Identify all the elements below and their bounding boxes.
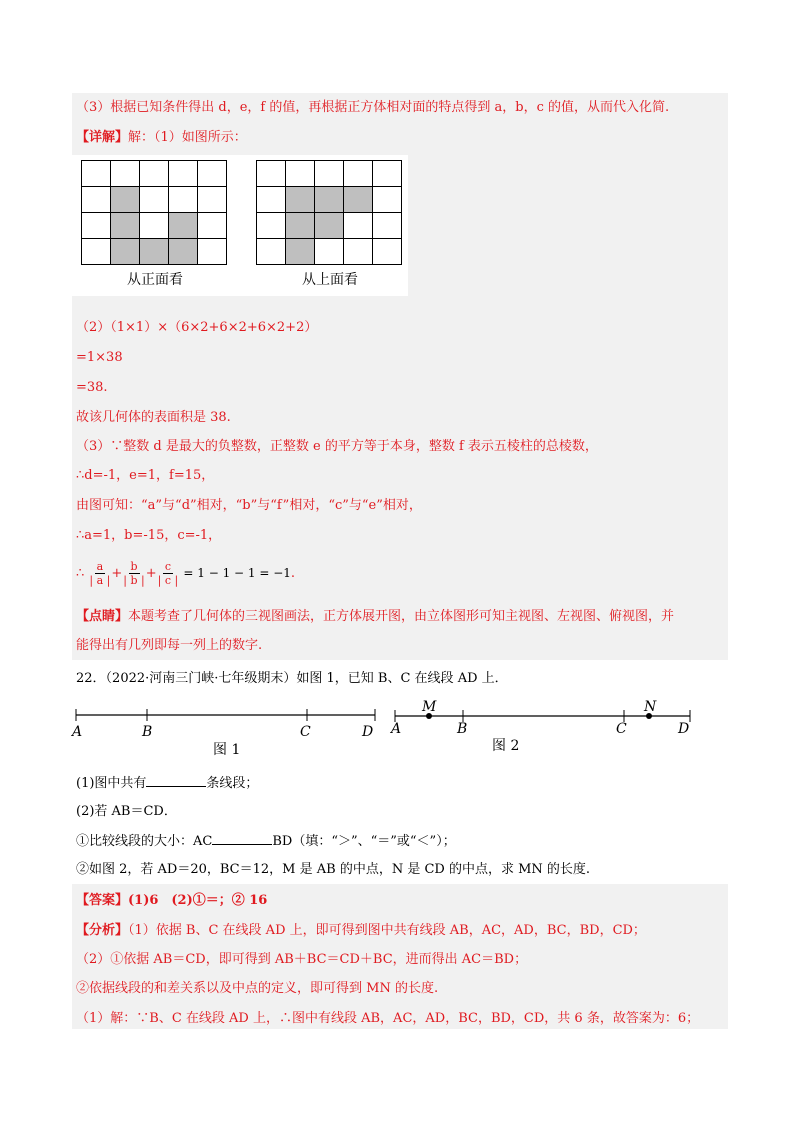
text-line: 由图可知：“a”与“d”相对，“b”与“f”相对，“c”与“e”相对，: [76, 498, 422, 513]
question-22-title: 22．（2022·河南三门峡·七年级期末）如图 1，已知 B、C 在线段 AD 上．: [76, 671, 508, 686]
label-b: B: [142, 724, 153, 740]
grid-cell: [257, 213, 286, 239]
text-line: ∴d=-1，e=1，f=15，: [76, 468, 215, 483]
grid-cell: [344, 239, 373, 265]
label-d: D: [678, 721, 690, 737]
grid-cell-filled: [140, 239, 169, 265]
analysis-line: [76, 922, 646, 940]
top-view-grid: [256, 160, 402, 265]
grid-cell: [82, 239, 111, 265]
text-line: 故该几何体的表面积是 38.: [76, 410, 231, 425]
grid-cell-filled: [111, 187, 140, 213]
grid-cell: [373, 239, 402, 265]
grid-row: [82, 187, 227, 213]
grid-cell: [169, 161, 198, 187]
label-a: A: [72, 724, 83, 740]
sub-question-2: (2)若 AB＝CD．: [76, 804, 177, 819]
grid-cell: [286, 161, 315, 187]
grid-cell: [373, 161, 402, 187]
grid-cell: [344, 161, 373, 187]
label-d: D: [362, 724, 374, 740]
grid-cell-filled: [111, 239, 140, 265]
label-a: A: [391, 721, 402, 737]
detail-line: [76, 129, 247, 147]
detail-text: 解：（1）如图所示：: [128, 130, 247, 145]
text-line: （1）解：∵B、C 在线段 AD 上，∴图中有线段 AB，AC，AD，BC，BD，CD，共 6 条，故答案为：6；: [76, 1011, 700, 1026]
sub-question-2-1: ①比较线段的大小：AC BD（填：“＞”、“＝”或“＜”）；: [76, 834, 456, 849]
grid-cell: [198, 239, 227, 265]
grid-cell: [344, 213, 373, 239]
fraction-a: $\frac{a}{| a |}$: [89, 560, 111, 587]
grid-cell: [315, 161, 344, 187]
text-line: ∴a=1，b=-15，c=-1，: [76, 528, 222, 543]
formula-end: .: [290, 566, 296, 581]
sub-question-1: (1)图中共有 条线段；: [76, 776, 259, 791]
grid-cell: [198, 161, 227, 187]
formula-result: = 1 − 1 − 1 = −1: [183, 566, 291, 580]
grid-row: [257, 187, 402, 213]
grid-cell-filled: [111, 213, 140, 239]
grid-row: [257, 161, 402, 187]
grid-cell-filled: [315, 187, 344, 213]
text-line: =38.: [76, 380, 108, 395]
text-line: （3）∵整数 d 是最大的负整数，正整数 e 的平方等于本身，整数 f 表示五棱柱的总棱数，: [76, 439, 598, 454]
label-c: C: [300, 724, 311, 740]
fraction-b: $\frac{b}{| b |}$: [123, 560, 145, 587]
grid-cell: [198, 187, 227, 213]
grid-cell-filled: [169, 213, 198, 239]
grid-cell-filled: [286, 187, 315, 213]
grid-cell: [111, 161, 140, 187]
grid-cell: [198, 213, 227, 239]
figure-1-caption: 图 1: [213, 742, 241, 758]
answer-blank: [146, 774, 206, 787]
text-line: （2）（1×1）×（6×2+6×2+6×2+2）: [76, 320, 318, 335]
grid-cell-filled: [286, 213, 315, 239]
grid-cell: [315, 239, 344, 265]
analysis-text: （1）依据 B、C 在线段 AD 上，即可得到图中共有线段 AB，AC，AD，BC，BD，CD；: [128, 923, 646, 938]
text-line: （3）根据已知条件得出 d，e，f 的值，再根据正方体相对面的特点得到 a，b，c 的值，从而代入化简.: [76, 100, 670, 115]
front-view-grid: [81, 160, 227, 265]
label-m: M: [422, 699, 437, 715]
remark-text: 本题考查了几何体的三视图画法，正方体展开图，由立体图形可知主视图、左视图、俯视图，并: [128, 609, 675, 624]
text-line: =1×38: [76, 350, 123, 365]
remark-line: [76, 608, 674, 626]
grid-cell: [140, 161, 169, 187]
figure-2-caption: 图 2: [492, 738, 520, 754]
front-view-caption: 从正面看: [127, 272, 183, 288]
grid-cell: [82, 187, 111, 213]
top-view-caption: 从上面看: [302, 272, 358, 288]
grid-cell: [140, 213, 169, 239]
grid-cell: [82, 213, 111, 239]
figure-1: [68, 700, 383, 760]
grid-cell: [373, 187, 402, 213]
detail-tag: 【详解】: [76, 130, 129, 145]
grid-cell-filled: [344, 187, 373, 213]
grid-cell: [257, 239, 286, 265]
sub-question-2-2: ②如图 2，若 AD＝20，BC＝12，M 是 AB 的中点，N 是 CD 的中点，求 MN 的长度.: [76, 862, 591, 877]
label-n: N: [644, 699, 657, 715]
grid-cell: [140, 187, 169, 213]
remark-tag: 【点睛】: [76, 609, 129, 624]
answer-blank: [212, 832, 272, 845]
grid-row: [82, 239, 227, 265]
label-c: C: [616, 721, 627, 737]
text-line: （2）①依据 AB＝CD，即可得到 AB＋BC＝CD＋BC，进而得出 AC＝BD；: [76, 952, 528, 967]
grid-cell: [257, 161, 286, 187]
plus-sign: +: [111, 566, 123, 581]
grid-cell-filled: [286, 239, 315, 265]
grid-row: [82, 161, 227, 187]
text-line: 能得出有几列即每一列上的数字.: [76, 638, 263, 653]
grid-cell: [169, 187, 198, 213]
view-figure: [72, 155, 408, 296]
fraction-c: $\frac{c}{| c |}$: [157, 560, 179, 587]
formula-line: [76, 558, 295, 589]
grid-row: [257, 213, 402, 239]
grid-cell-filled: [315, 213, 344, 239]
grid-cell-filled: [169, 239, 198, 265]
therefore-symbol: ∴: [76, 566, 85, 581]
answer-line: 【答案】(1)6 (2)①＝；② 16: [76, 893, 268, 908]
figure-2: [388, 698, 698, 758]
grid-row: [257, 239, 402, 265]
grid-cell: [257, 187, 286, 213]
analysis-tag: 【分析】: [76, 923, 129, 938]
label-b: B: [457, 721, 468, 737]
plus-sign: +: [145, 566, 157, 581]
text-line: ②依据线段的和差关系以及中点的定义，即可得到 MN 的长度.: [76, 981, 439, 996]
grid-row: [82, 213, 227, 239]
grid-cell: [82, 161, 111, 187]
grid-cell: [373, 213, 402, 239]
